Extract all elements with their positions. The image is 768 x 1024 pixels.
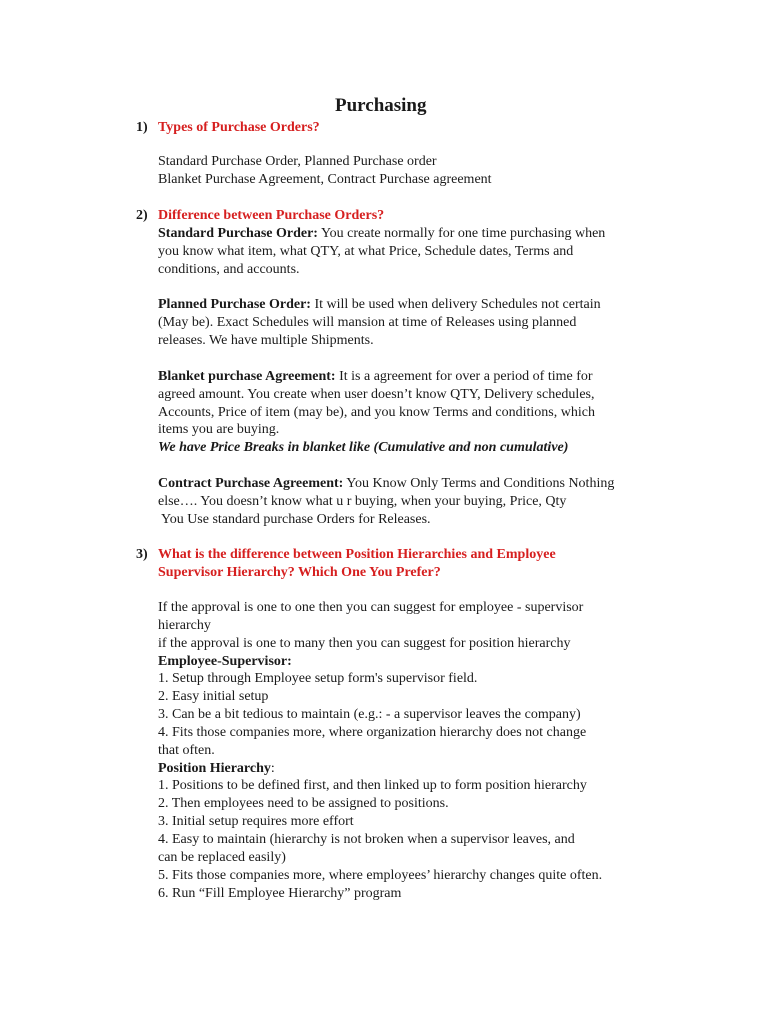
position-hierarchy-item-5: 5. Fits those companies more, where employees’ hierarchy changes quite often. — [158, 868, 603, 883]
standard-po-text: You create normally for one time purchasing when — [317, 226, 606, 241]
blanket-pa-line-3: Accounts, Price of item (may be), and you know Terms and conditions, which — [158, 405, 595, 420]
contract-pa-text: You Know Only Terms and Conditions Nothing — [343, 476, 615, 491]
employee-supervisor-item-3: 3. Can be a bit tedious to maintain (e.g.: - a supervisor leaves the company) — [158, 707, 581, 722]
standard-po-paragraph-line-1 — [158, 225, 605, 243]
blanket-pa-line-4: items you are buying. — [158, 422, 280, 437]
position-hierarchy-item-6: 6. Run “Fill Employee Hierarchy” program — [158, 886, 402, 901]
position-hierarchy-item-2: 2. Then employees need to be assigned to positions. — [158, 796, 449, 811]
contract-pa-label: Contract Purchase Agreement: — [158, 476, 344, 491]
contract-pa-line-3: You Use standard purchase Orders for Releases. — [158, 512, 431, 527]
employee-supervisor-heading: Employee-Supervisor: — [158, 654, 292, 669]
blanket-pa-note: We have Price Breaks in blanket like (Cumulative and non cumulative) — [158, 440, 569, 455]
standard-po-label: Standard Purchase Order: — [158, 226, 318, 241]
blanket-pa-line-2: agreed amount. You create when user doesn’t know QTY, Delivery schedules, — [158, 387, 595, 402]
question-3-heading-line-1: What is the difference between Position Hierarchies and Employee — [158, 547, 556, 562]
q1-line-2: Blanket Purchase Agreement, Contract Purchase agreement — [158, 172, 492, 187]
standard-po-line-3: conditions, and accounts. — [158, 262, 300, 277]
blanket-pa-label: Blanket purchase Agreement: — [158, 369, 336, 384]
question-3-number: 3) — [136, 547, 148, 562]
position-hierarchy-item-4: 4. Easy to maintain (hierarchy is not broken when a supervisor leaves, and — [158, 832, 575, 847]
position-hierarchy-item-3: 3. Initial setup requires more effort — [158, 814, 354, 829]
contract-pa-paragraph-line-1 — [158, 475, 614, 493]
employee-supervisor-item-2: 2. Easy initial setup — [158, 689, 269, 704]
question-1-number: 1) — [136, 120, 148, 135]
employee-supervisor-item-4: 4. Fits those companies more, where organization hierarchy does not change — [158, 725, 587, 740]
position-hierarchy-colon: : — [270, 761, 275, 776]
position-hierarchy-heading-line — [158, 760, 275, 778]
question-2-number: 2) — [136, 208, 148, 223]
question-1-heading: Types of Purchase Orders? — [158, 120, 320, 135]
planned-po-line-3: releases. We have multiple Shipments. — [158, 333, 374, 348]
question-2-heading: Difference between Purchase Orders? — [158, 208, 385, 223]
page-title: Purchasing — [335, 95, 427, 116]
planned-po-label: Planned Purchase Order: — [158, 297, 311, 312]
q1-line-1: Standard Purchase Order, Planned Purchase order — [158, 154, 437, 169]
position-hierarchy-item-1: 1. Positions to be defined first, and then linked up to form position hierarchy — [158, 778, 587, 793]
q3-intro-line-1: If the approval is one to one then you can suggest for employee - supervisor — [158, 600, 584, 615]
contract-pa-line-2: else…. You doesn’t know what u r buying, when your buying, Price, Qty — [158, 494, 567, 509]
employee-supervisor-item-4-cont: that often. — [158, 743, 215, 758]
planned-po-line-2: (May be). Exact Schedules will mansion at time of Releases using planned — [158, 315, 577, 330]
position-hierarchy-heading: Position Hierarchy — [158, 761, 271, 776]
position-hierarchy-item-4-cont: can be replaced easily) — [158, 850, 286, 865]
q3-intro-line-2: hierarchy — [158, 618, 211, 633]
planned-po-paragraph-line-1 — [158, 296, 601, 314]
planned-po-text: It will be used when delivery Schedules not certain — [310, 297, 601, 312]
q3-intro-line-3: if the approval is one to many then you can suggest for position hierarchy — [158, 636, 571, 651]
blanket-pa-text: It is a agreement for over a period of time for — [335, 369, 593, 384]
blanket-pa-paragraph-line-1 — [158, 368, 593, 386]
employee-supervisor-item-1: 1. Setup through Employee setup form's supervisor field. — [158, 671, 478, 686]
question-3-heading-line-2: Supervisor Hierarchy? Which One You Prefer? — [158, 565, 441, 580]
standard-po-line-2: you know what item, what QTY, at what Price, Schedule dates, Terms and — [158, 244, 574, 259]
